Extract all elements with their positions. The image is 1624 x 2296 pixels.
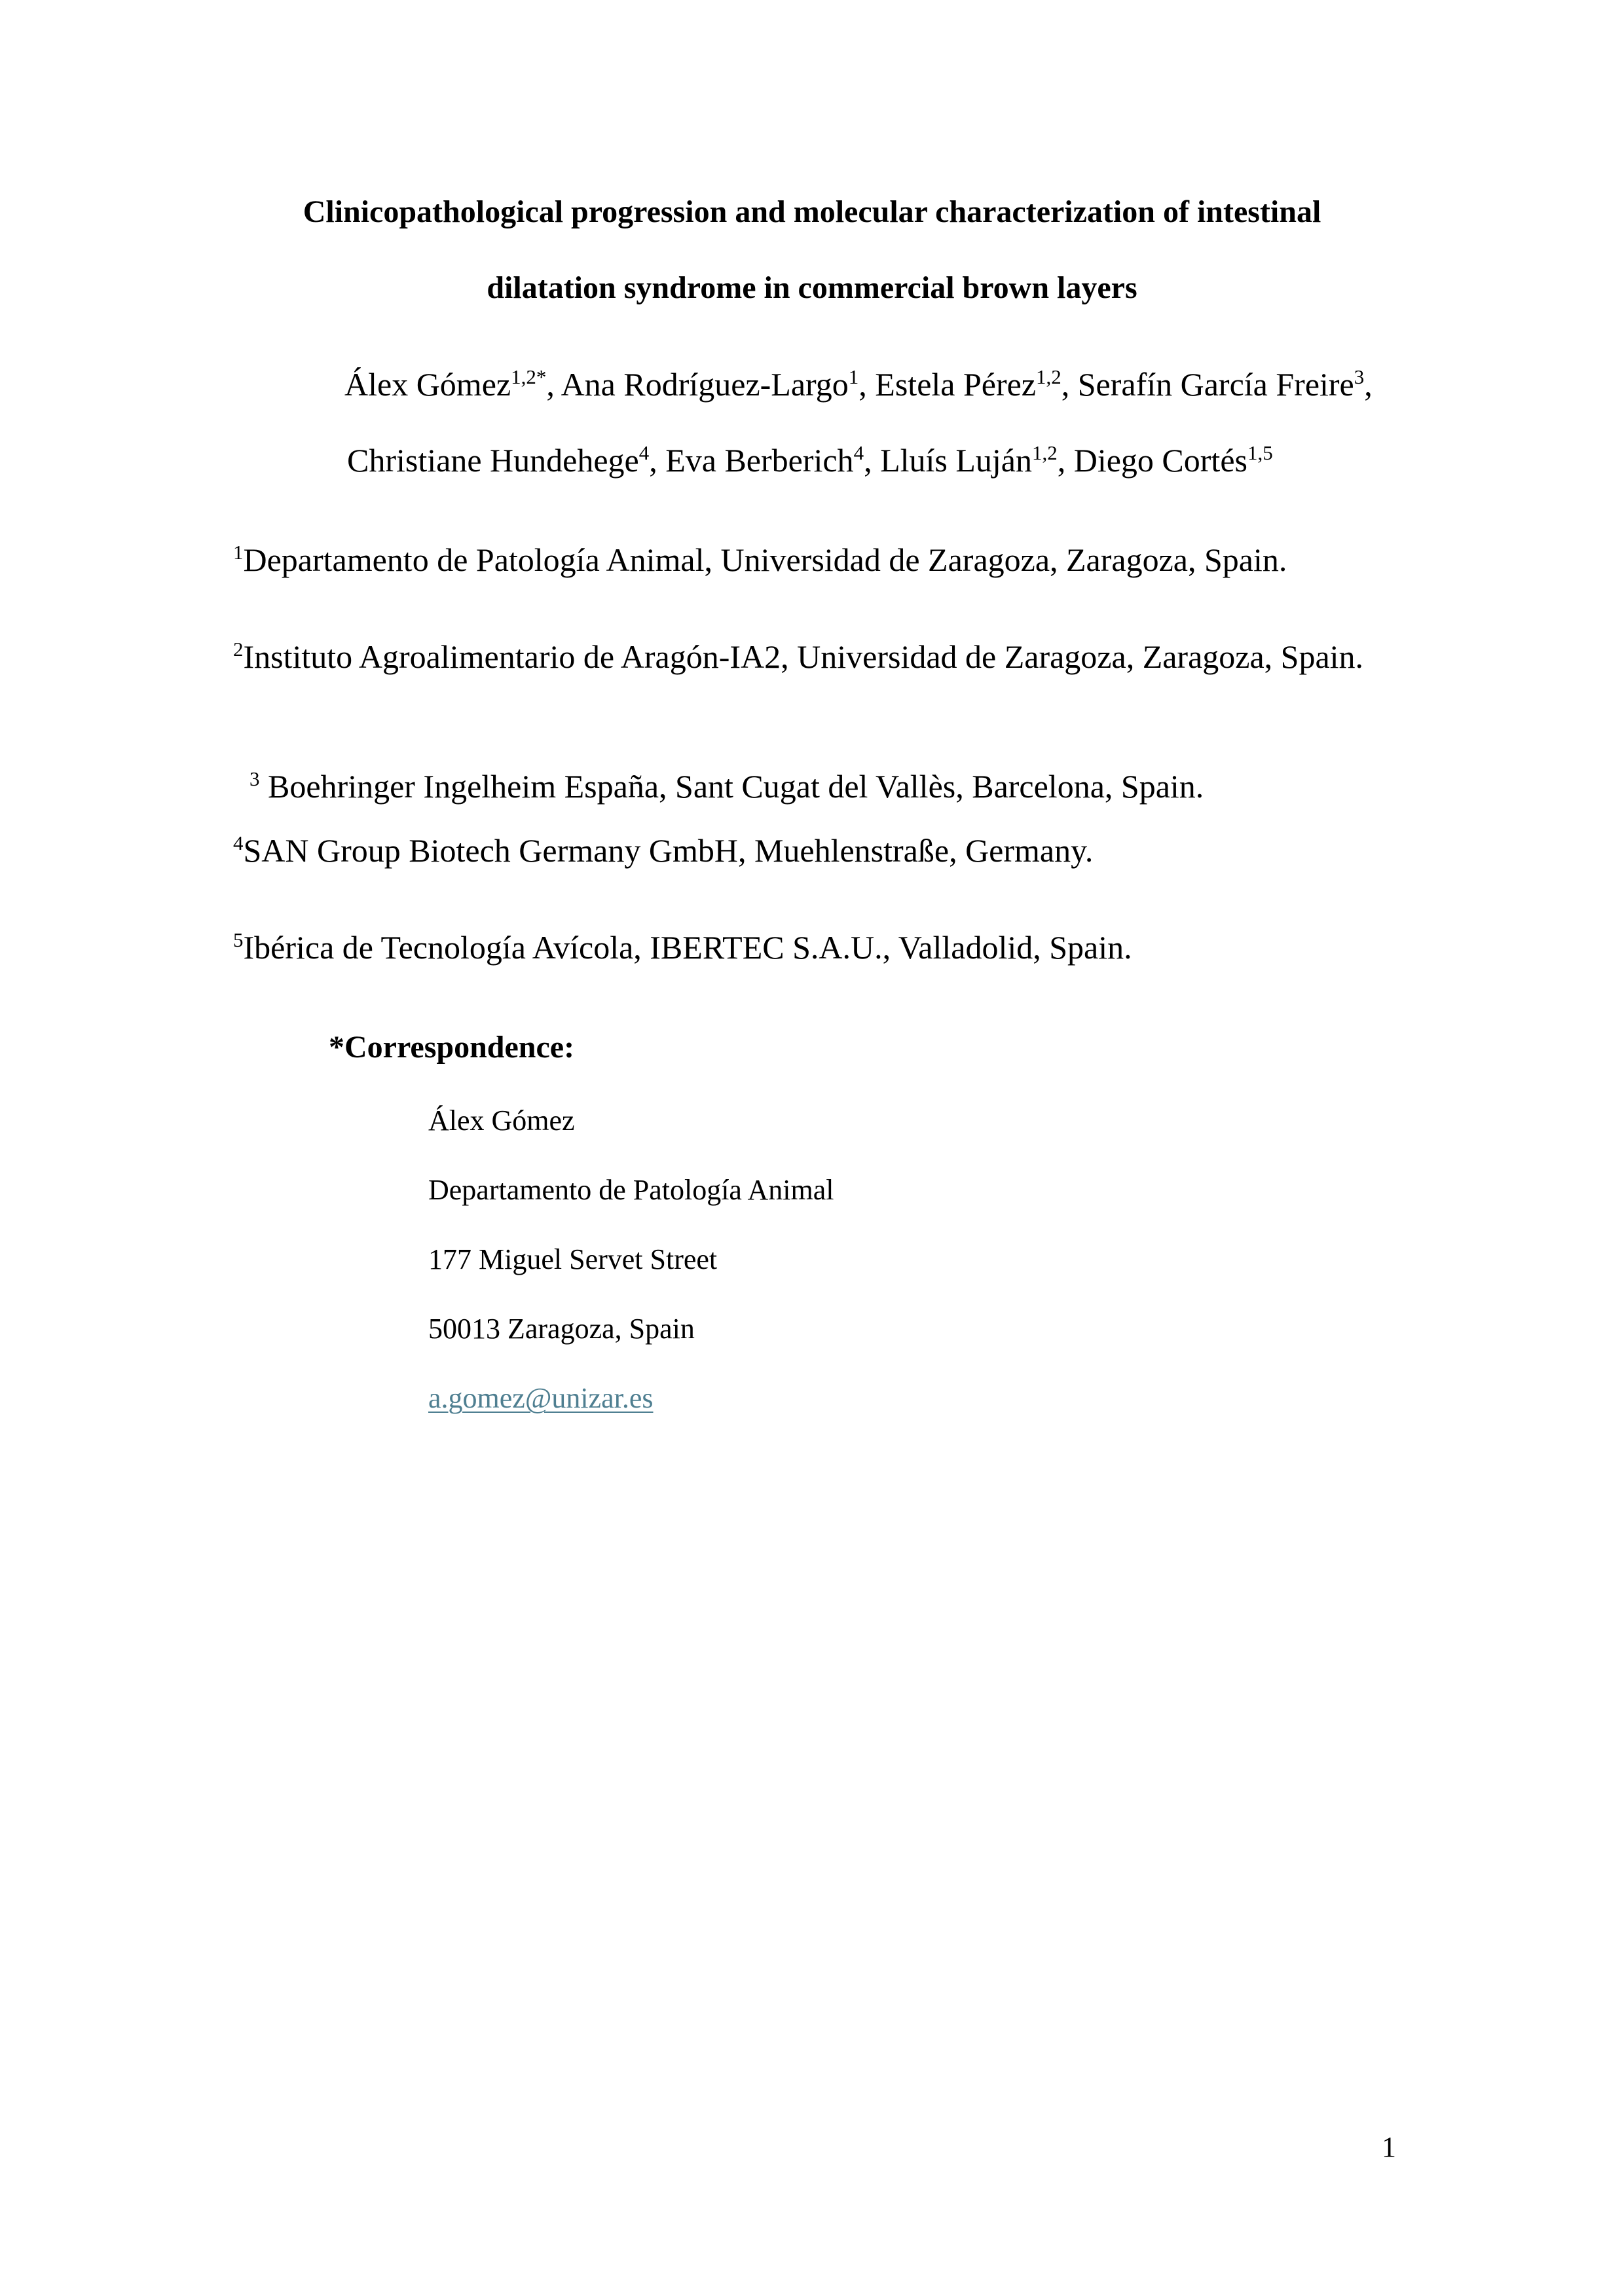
author-name: Lluís Luján — [880, 442, 1032, 479]
correspondence-heading: *Correspondence: — [329, 1030, 575, 1065]
affiliation-2 — [233, 640, 1363, 673]
affiliation-text: Instituto Agroalimentario de Aragón-IA2, Universidad de Zaragoza, Zaragoza, Spain. — [243, 638, 1364, 675]
author-list-line-2 — [347, 441, 1273, 479]
author-separator: , — [1061, 366, 1078, 403]
author-name: Eva Berberich — [665, 442, 854, 479]
author-separator: , — [858, 366, 876, 403]
author-name: Christiane Hundehege — [347, 442, 639, 479]
author-affiliation-marker: 1,5 — [1247, 441, 1273, 464]
author-list-line-1 — [344, 365, 1373, 403]
correspondence-email-row — [428, 1384, 654, 1413]
author-separator: , — [649, 442, 666, 479]
author-name: Serafín García Freire — [1077, 366, 1354, 403]
author-affiliation-marker: 1,2 — [1031, 441, 1058, 464]
affiliation-4 — [233, 831, 1094, 869]
author-separator: , — [864, 442, 881, 479]
author-affiliation-marker: 1 — [848, 365, 859, 388]
correspondence-city: 50013 Zaragoza, Spain — [428, 1313, 695, 1345]
author-affiliation-marker: 4 — [853, 441, 864, 464]
affiliation-number: 1 — [233, 541, 244, 564]
author-separator: , — [546, 366, 561, 403]
page-number: 1 — [1382, 2131, 1396, 2163]
author-name: Diego Cortés — [1073, 442, 1247, 479]
affiliation-number: 4 — [233, 831, 244, 854]
correspondence-name: Álex Gómez — [428, 1104, 575, 1137]
affiliation-text: Departamento de Patología Animal, Universidad de Zaragoza, Zaragoza, Spain. — [243, 541, 1287, 578]
author-separator: , — [1364, 366, 1373, 403]
affiliation-text: Ibérica de Tecnología Avícola, IBERTEC S.A.U., Valladolid, Spain. — [243, 929, 1132, 966]
affiliation-text: SAN Group Biotech Germany GmbH, Muehlenstraße, Germany. — [243, 832, 1094, 869]
affiliation-1 — [233, 543, 1287, 576]
author-separator: , — [1057, 442, 1074, 479]
affiliation-3 — [233, 737, 1204, 803]
author-affiliation-marker: 4 — [638, 441, 650, 464]
affiliation-text: Boehringer Ingelheim España, Sant Cugat del Vallès, Barcelona, Spain. — [259, 768, 1204, 805]
affiliation-number: 5 — [233, 928, 244, 951]
author-name: Ana Rodríguez-Largo — [561, 366, 849, 403]
author-name: Álex Gómez — [344, 366, 511, 403]
paper-title-line-1: Clinicopathological progression and molecular characterization of intestinal — [303, 194, 1321, 229]
author-affiliation-marker: 3 — [1354, 365, 1365, 388]
correspondence-department: Departamento de Patología Animal — [428, 1174, 834, 1206]
author-affiliation-marker: 1,2 — [1036, 365, 1061, 388]
author-affiliation-marker: 1,2* — [511, 365, 547, 388]
affiliation-number: 2 — [233, 638, 244, 661]
correspondence-street: 177 Miguel Servet Street — [428, 1243, 718, 1275]
paper-title-line-2: dilatation syndrome in commercial brown layers — [487, 270, 1137, 305]
affiliation-5 — [233, 928, 1132, 966]
author-name: Estela Pérez — [875, 366, 1036, 403]
correspondence-email-link[interactable]: a.gomez@unizar.es — [428, 1382, 654, 1414]
affiliation-number: 3 — [249, 767, 260, 790]
